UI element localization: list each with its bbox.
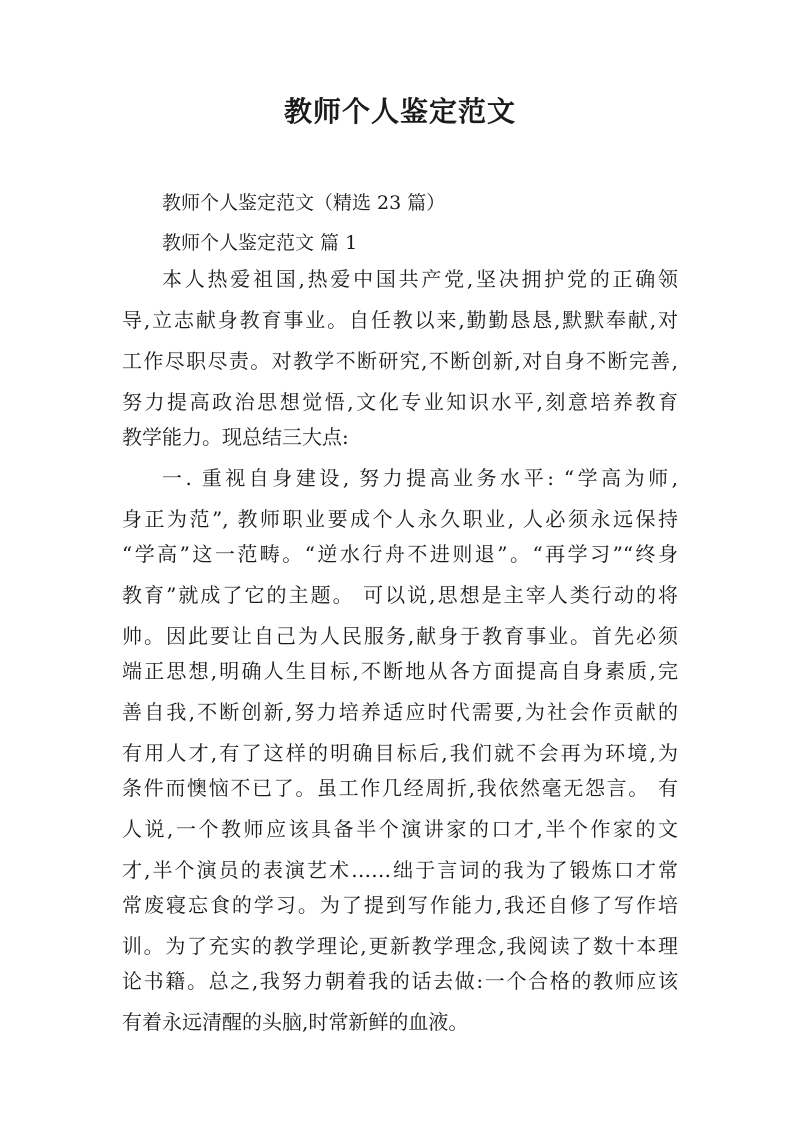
document-title: 教师个人鉴定范文 bbox=[283, 95, 516, 128]
paragraph-line: 才,半个演员的表演艺术……绌于言词的我为了锻炼口才常 bbox=[122, 858, 678, 882]
paragraph-line: 有着永远清醒的头脑,时常新鲜的血液。 bbox=[122, 1010, 469, 1034]
paragraph-line: 导,立志献身教育事业。自任教以来,勤勤恳恳,默默奉献,对 bbox=[122, 308, 678, 332]
paragraph-line: 端正思想,明确人生目标,不断地从各方面提高自身素质,完 bbox=[122, 659, 678, 683]
paragraph-line: 一. 重视自身建设, 努力提高业务水平: “学高为师, bbox=[162, 466, 678, 490]
paragraph-line: 身正为范”, 教师职业要成个人永久职业, 人必须永远保持 bbox=[122, 507, 678, 531]
part-subtitle: 教师个人鉴定范文 篇 1 bbox=[162, 232, 358, 254]
paragraph-line: 训。为了充实的教学理论,更新教学理念,我阅读了数十本理 bbox=[122, 934, 678, 958]
paragraph-line: 教学能力。现总结三大点: bbox=[122, 425, 349, 449]
paragraph-line: 帅。因此要让自己为人民服务,献身于教育事业。首先必须 bbox=[122, 624, 678, 648]
collection-subtitle: 教师个人鉴定范文（精选 23 篇） bbox=[162, 192, 446, 214]
paragraph-line: 常废寝忘食的学习。为了提到写作能力,我还自修了写作培 bbox=[122, 893, 678, 917]
paragraph-line: 努力提高政治思想觉悟,文化专业知识水平,刻意培养教育 bbox=[122, 390, 678, 414]
paragraph-line: 本人热爱祖国,热爱中国共产党,坚决拥护党的正确领 bbox=[162, 267, 678, 291]
paragraph-line: 有用人才,有了这样的明确目标后,我们就不会再为环境,为 bbox=[122, 741, 678, 765]
paragraph-line: “学高”这一范畴。“逆水行舟不进则退”。“再学习”“终身 bbox=[122, 542, 678, 566]
paragraph-line: 人说,一个教师应该具备半个演讲家的口才,半个作家的文 bbox=[122, 817, 678, 841]
paragraph-line: 条件而懊恼不已了。虽工作几经周折,我依然毫无怨言。 有 bbox=[122, 776, 678, 800]
paragraph-line: 教育”就成了它的主题。 可以说,思想是主宰人类行动的将 bbox=[122, 583, 678, 607]
paragraph-line: 善自我,不断创新,努力培养适应时代需要,为社会作贡献的 bbox=[122, 700, 678, 724]
paragraph-line: 论书籍。总之,我努力朝着我的话去做:一个合格的教师应该 bbox=[122, 969, 678, 993]
paragraph-line: 工作尽职尽责。对教学不断研究,不断创新,对自身不断完善, bbox=[122, 349, 678, 373]
